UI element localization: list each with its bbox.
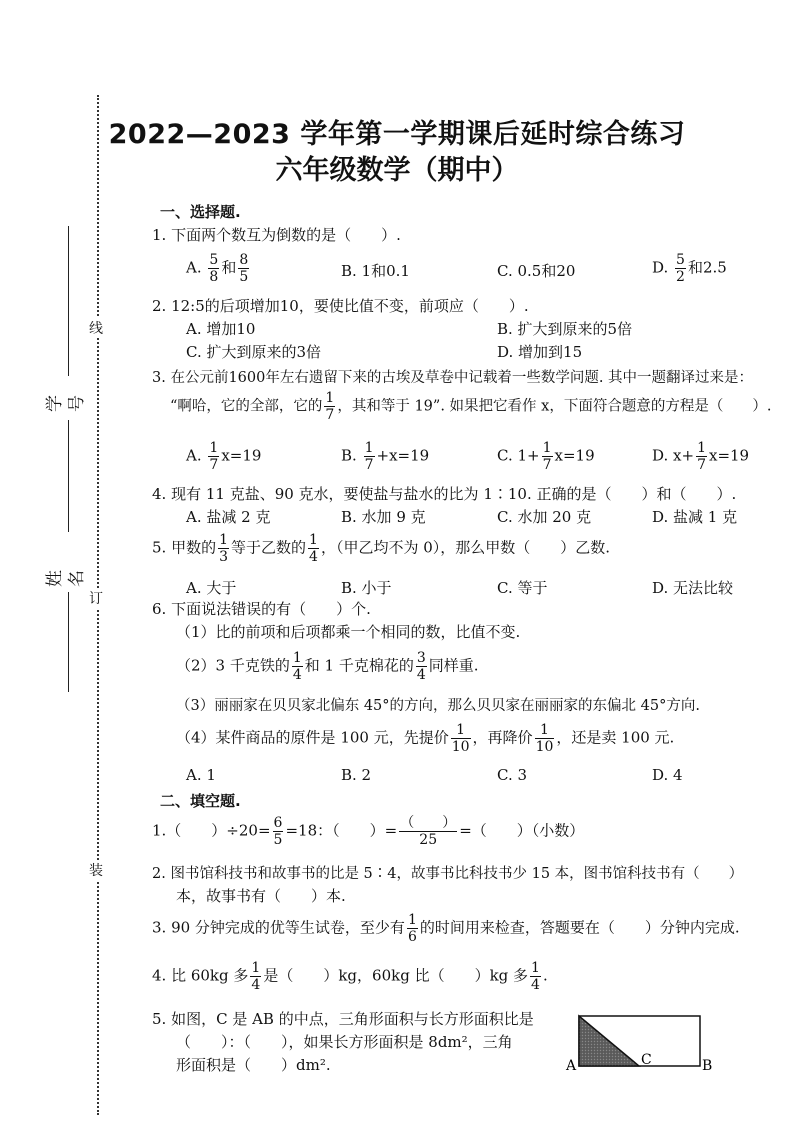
question-6-stem: 6. 下面说法错误的有（ ）个.: [152, 600, 371, 618]
q1-option-a: A. $\frac{5}{8}$ 和 $\frac{8}{5}$: [186, 252, 249, 285]
figure-label-b: B: [702, 1058, 713, 1074]
fill-question-3: 3. 90 分钟完成的优等生试卷，至少有 $\frac{1}{6}$ 的时间用来检查，答题要在（ ）分钟内完成.: [152, 912, 740, 945]
q3-option-d: D. x+ $\frac{1}{7}$ x=19: [652, 440, 750, 473]
question-1-stem: 1. 下面两个数互为倒数的是（ ）.: [152, 226, 401, 244]
page-title: 2022—2023 学年第一学期课后延时综合练习: [108, 119, 686, 150]
q3-option-b: B. $\frac{1}{7}$ +x=19: [341, 440, 430, 473]
binding-label-xian: 线: [89, 318, 103, 338]
binding-label-zhuang: 装: [89, 860, 103, 880]
q5-option-c: C. 等于: [497, 579, 548, 597]
fill-question-2-line2: 本，故事书有（ ）本.: [176, 887, 346, 905]
fill-question-5-line1: 5. 如图，C 是 AB 的中点，三角形面积与长方形面积比是: [152, 1010, 534, 1028]
q6-statement-2: （2）3 千克铁的 $\frac{1}{4}$ 和 1 千克棉花的 $\frac{3}{4}$ 同样重.: [176, 650, 479, 683]
figure-shaded-triangle: [579, 1016, 639, 1066]
q2-option-b: B. 扩大到原来的5倍: [497, 320, 633, 338]
question-5-stem: 5. 甲数的 $\frac{1}{3}$ 等于乙数的 $\frac{1}{4}$ ，（甲乙均不为 0），那么甲数（ ）乙数.: [152, 532, 611, 565]
q4-option-a: A. 盐减 2 克: [186, 508, 271, 526]
question-3-stem-line1: 3. 在公元前1600年左右遗留下来的古埃及草卷中记载着一些数学问题. 其中一题翻译过来是：: [152, 370, 754, 386]
q6-statement-3: （3）丽丽家在贝贝家北偏东 45°的方向，那么贝贝家在丽丽家的东偏北 45°方向.: [176, 698, 700, 714]
q2-option-d: D. 增加到15: [497, 343, 583, 361]
q2-option-a: A. 增加10: [186, 320, 256, 338]
fill-question-5-line2: （ ）：（ ），如果长方形面积是 8dm²，三角: [176, 1033, 513, 1051]
q1-option-d: D. $\frac{5}{2}$ 和2.5: [652, 252, 727, 285]
student-number-blank-line[interactable]: [68, 226, 69, 376]
student-name-label: 姓名: [45, 570, 87, 587]
q6-statement-1: （1）比的前项和后项都乘一个相同的数，比值不变.: [176, 623, 521, 641]
figure-label-c: C: [641, 1052, 652, 1068]
figure-label-a: A: [566, 1058, 577, 1074]
q6-option-d: D. 4: [652, 766, 683, 784]
rectangle-triangle-figure: [560, 1010, 720, 1076]
q6-option-c: C. 3: [497, 766, 528, 784]
q6-option-b: B. 2: [341, 766, 372, 784]
binding-label-ding: 订: [89, 588, 103, 608]
question-3-stem-line2: “啊哈，它的全部，它的 $\frac{1}{7}$ ，其和等于 19”. 如果把它看作 x，下面符合题意的方程是（ ）.: [170, 390, 772, 423]
q5-option-b: B. 小于: [341, 579, 392, 597]
fill-question-1: 1.（ ）÷20= $\frac{6}{5}$ =18：（ ）= $\frac{( )}{25}$ =（ ）（小数）: [152, 815, 585, 848]
fill-question-5-line3: 形面积是（ ）dm².: [176, 1056, 331, 1074]
student-name-blank-line[interactable]: [68, 420, 69, 532]
q3-option-a: A. $\frac{1}{7}$ x=19: [186, 440, 262, 473]
section-1-heading: 一、选择题.: [160, 203, 241, 221]
q5-option-d: D. 无法比较: [652, 579, 734, 597]
q1-option-c: C. 0.5和20: [497, 262, 576, 280]
q6-option-a: A. 1: [186, 766, 216, 784]
question-2-stem: 2. 12:5的后项增加10，要使比值不变，前项应（ ）.: [152, 297, 529, 315]
q2-option-c: C. 扩大到原来的3倍: [186, 343, 322, 361]
section-2-heading: 二、填空题.: [160, 792, 241, 810]
page-subtitle: 六年级数学（期中）: [275, 155, 519, 186]
q4-option-d: D. 盐减 1 克: [652, 508, 738, 526]
student-name-blank-line-lower[interactable]: [68, 592, 69, 692]
q4-option-c: C. 水加 20 克: [497, 508, 592, 526]
student-number-label: 学号: [45, 395, 87, 412]
q3-option-c: C. 1+ $\frac{1}{7}$ x=19: [497, 440, 595, 473]
q4-option-b: B. 水加 9 克: [341, 508, 426, 526]
fill-question-4: 4. 比 60kg 多 $\frac{1}{4}$ 是（ ）kg，60kg 比（ ）kg 多 $\frac{1}{4}$ .: [152, 960, 548, 993]
q5-option-a: A. 大于: [186, 579, 237, 597]
q6-statement-4: （4）某件商品的原件是 100 元，先提价 $\frac{1}{10}$ ，再降价 $\frac{1}{10}$ ，还是卖 100 元.: [176, 722, 675, 755]
q1-option-b: B. 1和0.1: [341, 262, 410, 280]
fill-question-2-line1: 2. 图书馆科技书和故事书的比是 5∶4，故事书比科技书少 15 本，图书馆科技书有（ ）: [152, 866, 744, 882]
question-4-stem: 4. 现有 11 克盐、90 克水，要使盐与盐水的比为 1∶10. 正确的是（ ）和（ ）.: [152, 485, 737, 503]
